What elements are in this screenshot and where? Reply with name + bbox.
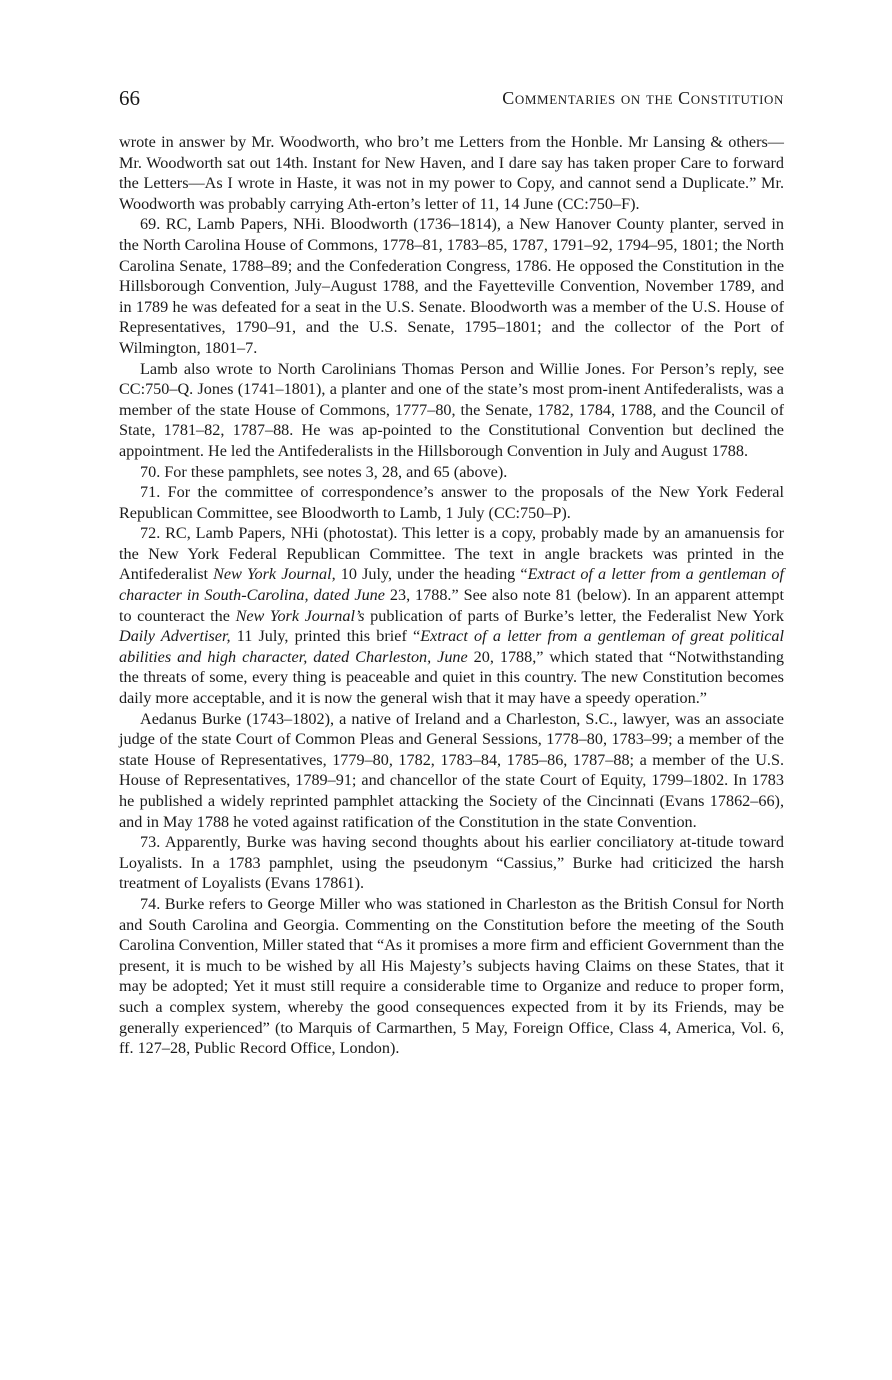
- text-run: 20, 1788,” which stated that “Notwithstanding the threats of some, every thing is peaceable and quiet in this country. The new Constitution becomes daily more acceptable, and it is now the general wish that it may have a speedy operation.”: [119, 647, 785, 708]
- paragraph-continuation: [119, 132, 784, 214]
- italic-text-run: Daily Advertiser,: [119, 627, 231, 646]
- text-run: 69. RC, Lamb Papers, NHi. Bloodworth (1736–1814), a New Hanover County planter, served in the North Carolina House of Commons, 1778–81, 1783–85, 1787, 1791–92, 1794–95, 1801; the North Carolina Senate, 1788–89; and the Confederation Congress, 1786. He opposed the Constitution in the Hillsborough Convention, July–August 1788, and the Fayetteville Convention, November 1789, and in 1789 he was defeated for a seat in the U.S. Senate. Bloodworth was a member of the U.S. House of Representatives, 1790–91, and the U.S. Senate, 1795–1801; and the collector of the Port of Wilmington, 1801–7.: [119, 215, 784, 357]
- notes-text: [119, 132, 784, 1059]
- running-head: [119, 84, 784, 114]
- note-74: [119, 894, 784, 1059]
- text-run: 74. Burke refers to George Miller who was stationed in Charleston as the British Consul for North and South Carolina and Georgia. Commenting on the Constitution before the meeting of the South Carolina Convention, Miller stated that “As it promises a more firm and efficient Government than the present, it is much to be wished by all His Majesty’s subjects having Claims on these States, that it may be adopted; Yet it must still require a considerable time to Organize and reduce to proper form, such a complex system, whereby the good consequences expected from it by its Friends, may be generally experienced” (to Marquis of Carmarthen, 5 May, Foreign Office, Class 4, America, Vol. 6, ff. 127–28, Public Record Office, London).: [119, 894, 785, 1058]
- italic-text-run: Extract of a letter from a gentleman of character in South-Carolina, dated June: [119, 565, 784, 605]
- text-run: 72. RC, Lamb Papers, NHi (photostat). This letter is a copy, probably made by an amanuensis for the New York Federal Republican Committee. The text in angle brackets was printed in the Antifederalist: [119, 524, 784, 584]
- text-run: 71. For the committee of correspondence’s answer to the proposals of the New York Federal Republican Committee, see Bloodworth to Lamb, 1 July (CC:750–P).: [119, 483, 784, 522]
- running-title: Commentaries on the Constitution: [502, 88, 784, 108]
- text-run: Lamb also wrote to North Carolinians Thomas Person and Willie Jones. For Person’s reply, see CC:750–Q. Jones (1741–1801), a planter and one of the state’s most prom-inent Antifederalists, was a member of the state House of Commons, 1777–80, the Senate, 1782, 1784, 1788, and the Council of State, 1781–82, 1787–88. He was ap-pointed to the Constitutional Convention but declined the appointment. He led the Antifederalists in the Hillsborough Convention in July and August 1788.: [119, 359, 784, 460]
- text-run: 23, 1788.” See also note 81 (below). In an apparent attempt to counteract the: [119, 586, 784, 625]
- italic-text-run: New York Journal,: [213, 565, 336, 584]
- text-run: 11 July, printed this brief “: [230, 627, 421, 646]
- note-73: [119, 832, 784, 894]
- text-run: Aedanus Burke (1743–1802), a native of Ireland and a Charleston, S.C., lawyer, was an associate judge of the state Court of Common Pleas and General Sessions, 1778–80, 1783–99; a member of the state House of Representatives, 1779–80, 1782, 1783–84, 1785–86, 1787–88; a member of the U.S. House of Representatives, 1789–91; and chancellor of the state Court of Equity, 1799–1802. In 1783 he published a widely reprinted pamphlet attacking the Society of the Cincinnati (Evans 17862–66), and in May 1788 he voted against ratification of the Constitution in the state Convention.: [119, 709, 784, 831]
- book-page: [119, 84, 784, 1059]
- italic-text-run: New York Journal’s: [235, 606, 365, 625]
- text-run: 70. For these pamphlets, see notes 3, 28, and 65 (above).: [140, 462, 508, 481]
- text-run: 10 July, under the heading “: [335, 565, 528, 584]
- text-run: publication of parts of Burke’s letter, the Federalist New York: [364, 606, 784, 625]
- note-71: [119, 482, 784, 523]
- italic-text-run: Extract of a letter from a gentleman of great political abilities and high character, dated Charleston, June: [119, 627, 784, 666]
- note-72-continued: [119, 709, 784, 833]
- note-72: [119, 523, 784, 708]
- note-70: [119, 462, 784, 483]
- note-69: [119, 214, 784, 358]
- page-number: 66: [119, 86, 140, 110]
- text-run: 73. Apparently, Burke was having second thoughts about his earlier conciliatory at-titude toward Loyalists. In a 1783 pamphlet, using the pseudonym “Cassius,” Burke had criticized the harsh treatment of Loyalists (Evans 17861).: [119, 833, 784, 893]
- note-69-continued: [119, 359, 784, 462]
- text-run: wrote in answer by Mr. Woodworth, who bro’t me Letters from the Honble. Mr Lansing & others—Mr. Woodworth sat out 14th. Instant for New Haven, and I dare say has taken proper Care to forward the Letters—As I wrote in Haste, it was not in my power to Copy, and cannot send a Duplicate.” Mr. Woodworth was probably carrying Ath-erton’s letter of 11, 14 June (CC:750–F).: [119, 133, 784, 213]
